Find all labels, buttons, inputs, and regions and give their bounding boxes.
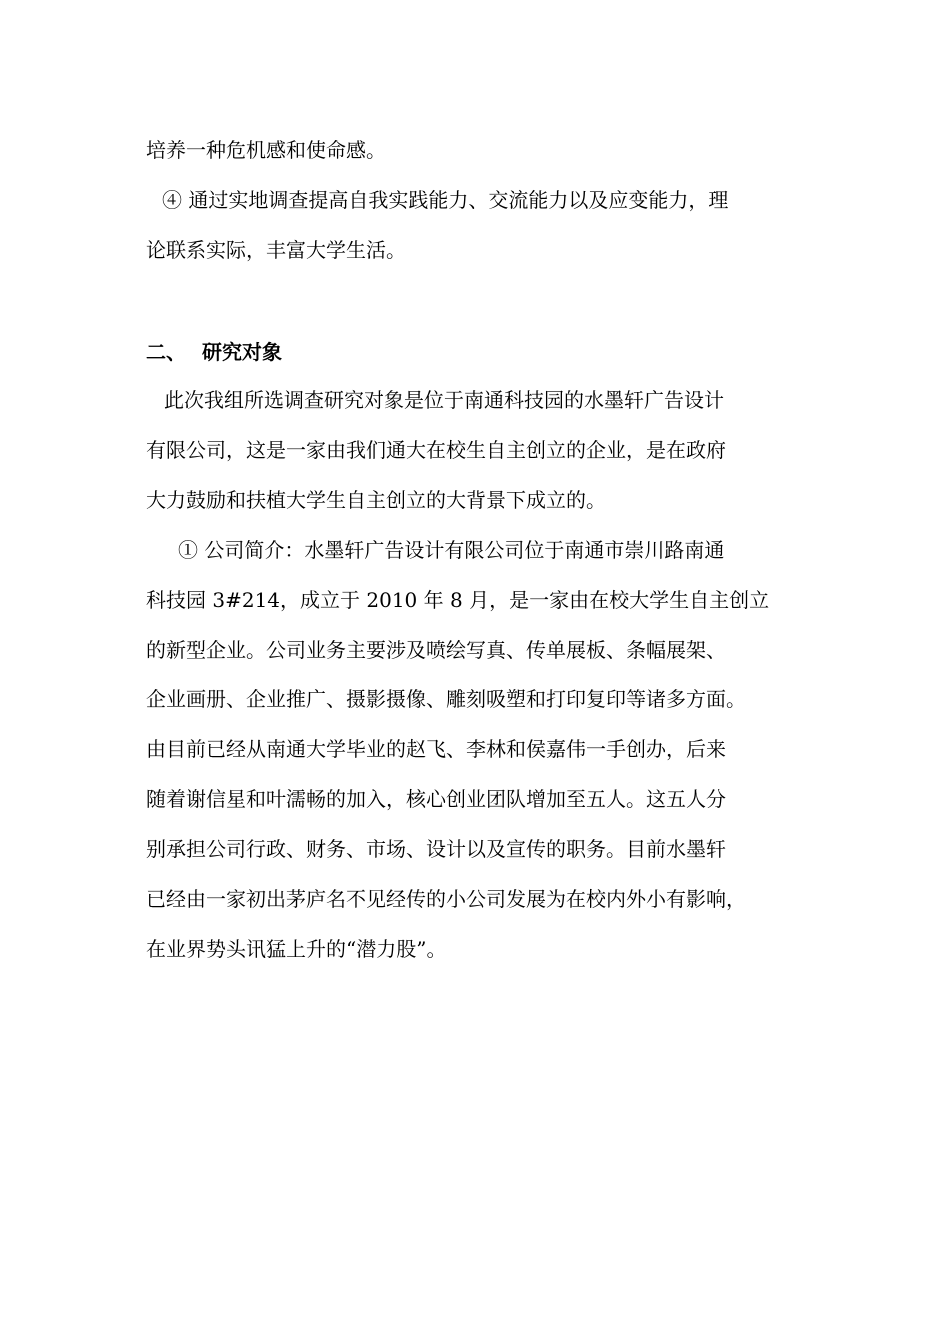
para2-line-2: 科技园 3#214，成立于 2010 年 8 月，是一家由在校大学生自主创立 xyxy=(146,588,770,612)
para2-line-8: 已经由一家初出茅庐名不见经传的小公司发展为在校内外小有影响， xyxy=(146,887,746,911)
para2-line-3: 的新型企业。公司业务主要涉及喷绘写真、传单展板、条幅展架、 xyxy=(146,638,726,662)
intro-line-3: 论联系实际，丰富大学生活。 xyxy=(146,238,406,262)
section-number: 二、 xyxy=(146,340,186,364)
para1-line-1: 此次我组所选调查研究对象是位于南通科技园的水墨轩广告设计 xyxy=(164,388,724,412)
para1-line-3: 大力鼓励和扶植大学生自主创立的大背景下成立的。 xyxy=(146,488,606,512)
para2-line-1: ① 公司简介：水墨轩广告设计有限公司位于南通市崇川路南通 xyxy=(178,538,725,562)
intro-line-2: ④ 通过实地调查提高自我实践能力、交流能力以及应变能力，理 xyxy=(162,188,729,212)
para2-line-4: 企业画册、企业推广、摄影摄像、雕刻吸塑和打印复印等诸多方面。 xyxy=(146,687,746,711)
para2-line-5: 由目前已经从南通大学毕业的赵飞、李林和侯嘉伟一手创办，后来 xyxy=(146,737,726,761)
para2-line-7: 别承担公司行政、财务、市场、设计以及宣传的职务。目前水墨轩 xyxy=(146,837,726,861)
section-title: 研究对象 xyxy=(202,340,282,364)
intro-line-1: 培养一种危机感和使命感。 xyxy=(146,138,386,162)
section-heading xyxy=(146,339,826,365)
para1-line-2: 有限公司，这是一家由我们通大在校生自主创立的企业，是在政府 xyxy=(146,438,726,462)
para2-line-6: 随着谢信星和叶濡畅的加入，核心创业团队增加至五人。这五人分 xyxy=(146,787,726,811)
para2-line-9: 在业界势头讯猛上升的“潜力股”。 xyxy=(146,937,447,961)
